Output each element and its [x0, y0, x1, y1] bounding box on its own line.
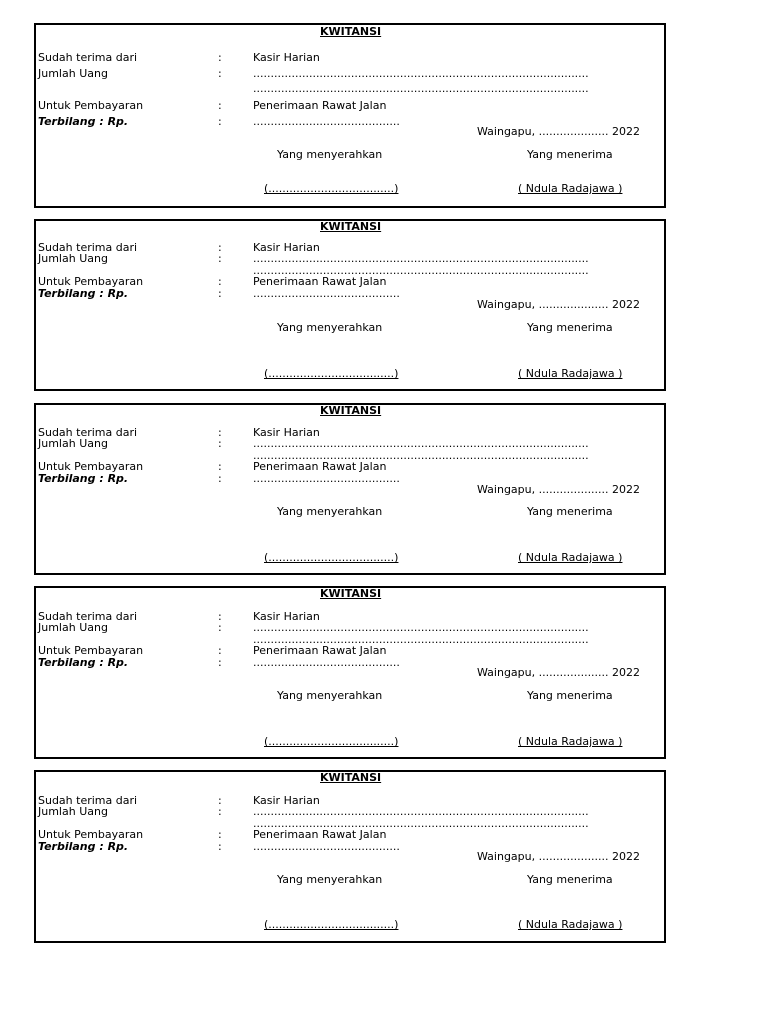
signature-right: ( Ndula Radajawa )	[518, 182, 623, 195]
terbilang-label: Terbilang : Rp.	[38, 115, 129, 128]
terbilang-dots: ..........................................	[253, 115, 400, 128]
colon: :	[218, 840, 222, 853]
place-date: Waingapu, .................... 2022	[477, 850, 641, 863]
terbilang-dots: ..........................................	[253, 840, 400, 853]
untuk-pembayaran-label: Untuk Pembayaran	[38, 275, 144, 288]
sudah-terima-value: Kasir Harian	[253, 610, 320, 623]
colon: :	[218, 99, 222, 112]
untuk-pembayaran-value: Penerimaan Rawat Jalan	[253, 99, 387, 112]
colon: :	[218, 472, 222, 485]
colon: :	[218, 67, 222, 80]
terbilang-label: Terbilang : Rp.	[38, 656, 129, 669]
place-date: Waingapu, .................... 2022	[477, 483, 641, 496]
yang-menerima: Yang menerima	[527, 321, 613, 334]
receipt-title: KWITANSI	[320, 220, 382, 233]
place-date: Waingapu, .................... 2022	[477, 125, 641, 138]
yang-menyerahkan: Yang menyerahkan	[277, 689, 383, 702]
sudah-terima-label: Sudah terima dari	[38, 241, 138, 254]
jumlah-uang-dots-1: ................................................................................................	[253, 252, 589, 265]
receipt-1	[34, 23, 666, 208]
jumlah-uang-dots-1: ................................................................................................	[253, 437, 589, 450]
untuk-pembayaran-value: Penerimaan Rawat Jalan	[253, 644, 387, 657]
untuk-pembayaran-label: Untuk Pembayaran	[38, 99, 144, 112]
signature-right: ( Ndula Radajawa )	[518, 551, 623, 564]
signature-left: (....................................)	[264, 735, 399, 748]
sudah-terima-value: Kasir Harian	[253, 51, 320, 64]
terbilang-label: Terbilang : Rp.	[38, 840, 129, 853]
terbilang-label: Terbilang : Rp.	[38, 472, 129, 485]
jumlah-uang-dots-2: ................................................................................................	[253, 449, 589, 462]
colon: :	[218, 241, 222, 254]
jumlah-uang-dots-2: ................................................................................................	[253, 264, 589, 277]
colon: :	[218, 656, 222, 669]
receipt-5	[34, 770, 666, 943]
jumlah-uang-dots-2: ................................................................................................	[253, 82, 589, 95]
signature-left: (....................................)	[264, 182, 399, 195]
receipt-title: KWITANSI	[320, 25, 382, 38]
yang-menerima: Yang menerima	[527, 689, 613, 702]
terbilang-dots: ..........................................	[253, 472, 400, 485]
untuk-pembayaran-value: Penerimaan Rawat Jalan	[253, 275, 387, 288]
jumlah-uang-dots-1: ................................................................................................	[253, 621, 589, 634]
signature-left: (....................................)	[264, 367, 399, 380]
sudah-terima-label: Sudah terima dari	[38, 426, 138, 439]
untuk-pembayaran-label: Untuk Pembayaran	[38, 644, 144, 657]
jumlah-uang-dots-2: ................................................................................................	[253, 817, 589, 830]
receipt-3	[34, 403, 666, 575]
colon: :	[218, 252, 222, 265]
yang-menyerahkan: Yang menyerahkan	[277, 873, 383, 886]
jumlah-uang-label: Jumlah Uang	[38, 67, 108, 80]
colon: :	[218, 426, 222, 439]
colon: :	[218, 437, 222, 450]
receipt-title: KWITANSI	[320, 404, 382, 417]
sudah-terima-value: Kasir Harian	[253, 794, 320, 807]
colon: :	[218, 644, 222, 657]
jumlah-uang-dots-1: ................................................................................................	[253, 805, 589, 818]
colon: :	[218, 621, 222, 634]
jumlah-uang-label: Jumlah Uang	[38, 252, 108, 265]
terbilang-label: Terbilang : Rp.	[38, 287, 129, 300]
receipt-title: KWITANSI	[320, 771, 382, 784]
signature-right: ( Ndula Radajawa )	[518, 367, 623, 380]
colon: :	[218, 805, 222, 818]
jumlah-uang-label: Jumlah Uang	[38, 621, 108, 634]
untuk-pembayaran-label: Untuk Pembayaran	[38, 828, 144, 841]
colon: :	[218, 828, 222, 841]
colon: :	[218, 610, 222, 623]
colon: :	[218, 794, 222, 807]
untuk-pembayaran-value: Penerimaan Rawat Jalan	[253, 460, 387, 473]
yang-menyerahkan: Yang menyerahkan	[277, 148, 383, 161]
terbilang-dots: ..........................................	[253, 656, 400, 669]
receipt-4	[34, 586, 666, 759]
sudah-terima-value: Kasir Harian	[253, 241, 320, 254]
jumlah-uang-label: Jumlah Uang	[38, 805, 108, 818]
signature-left: (....................................)	[264, 918, 399, 931]
sudah-terima-label: Sudah terima dari	[38, 51, 138, 64]
jumlah-uang-dots-2: ................................................................................................	[253, 633, 589, 646]
jumlah-uang-label: Jumlah Uang	[38, 437, 108, 450]
colon: :	[218, 115, 222, 128]
sudah-terima-value: Kasir Harian	[253, 426, 320, 439]
yang-menyerahkan: Yang menyerahkan	[277, 505, 383, 518]
colon: :	[218, 460, 222, 473]
jumlah-uang-dots-1: ................................................................................................	[253, 67, 589, 80]
receipt-2	[34, 219, 666, 391]
colon: :	[218, 275, 222, 288]
yang-menyerahkan: Yang menyerahkan	[277, 321, 383, 334]
untuk-pembayaran-label: Untuk Pembayaran	[38, 460, 144, 473]
yang-menerima: Yang menerima	[527, 148, 613, 161]
yang-menerima: Yang menerima	[527, 505, 613, 518]
untuk-pembayaran-value: Penerimaan Rawat Jalan	[253, 828, 387, 841]
receipt-title: KWITANSI	[320, 587, 382, 600]
colon: :	[218, 287, 222, 300]
colon: :	[218, 51, 222, 64]
sudah-terima-label: Sudah terima dari	[38, 794, 138, 807]
terbilang-dots: ..........................................	[253, 287, 400, 300]
place-date: Waingapu, .................... 2022	[477, 666, 641, 679]
place-date: Waingapu, .................... 2022	[477, 298, 641, 311]
signature-left: (....................................)	[264, 551, 399, 564]
yang-menerima: Yang menerima	[527, 873, 613, 886]
signature-right: ( Ndula Radajawa )	[518, 735, 623, 748]
sudah-terima-label: Sudah terima dari	[38, 610, 138, 623]
signature-right: ( Ndula Radajawa )	[518, 918, 623, 931]
